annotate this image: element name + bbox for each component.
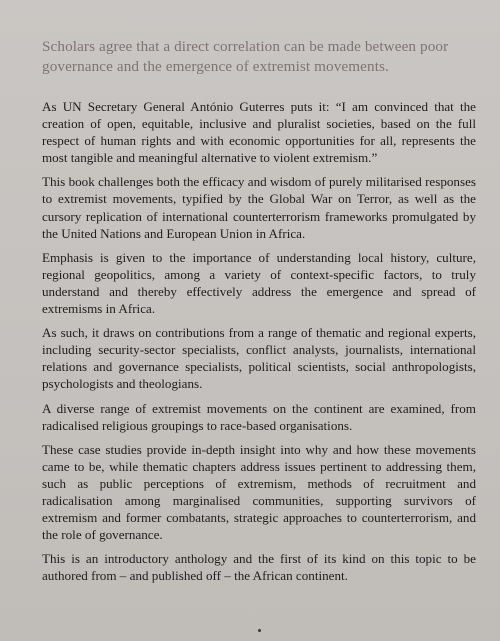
blurb-body	[42, 98, 476, 584]
blurb-paragraph-7: This is an introductory anthology and the first of its kind on this topic to be authored from – and published off – the African continent.	[42, 551, 476, 584]
blurb-paragraph-1: As UN Secretary General António Guterres puts it: “I am convinced that the creation of open, equitable, inclusive and pluralist societies, based on the full respect of human rights and with economic opportunities for all, represents the most tangible and meaningful alternative to violent extremism.”	[42, 99, 476, 166]
pull-quote: Scholars agree that a direct correlation can be made between poor governance and the emergence of extremist movements.	[42, 38, 449, 75]
blurb-paragraph-5: A diverse range of extremist movements on the continent are examined, from radicalised religious groupings to race-based organisations.	[42, 400, 476, 433]
blurb-paragraph-4: As such, it draws on contributions from a range of thematic and regional experts, including security-sector specialists, conflict analysts, journalists, international relations and governance specialists, political scientists, social anthropologists, psychologists and theologians.	[42, 325, 476, 392]
blurb-paragraph-6: These case studies provide in-depth insight into why and how these movements came to be, while thematic chapters address issues pertinent to addressing them, such as public perceptions of extremism, methods of recruitment and radicalisation among marginalised communities, supporting survivors of extremism and former combatants, strategic approaches to counterterrorism, and the role of governance.	[42, 441, 476, 543]
ink-dot	[258, 629, 261, 632]
blurb-paragraph-2: This book challenges both the efficacy and wisdom of purely militarised responses to extremist movements, typified by the Global War on Terror, as well as the cursory replication of international counterterrorism frameworks promulgated by the United Nations and European Union in Africa.	[42, 174, 476, 241]
blurb-paragraph-3: Emphasis is given to the importance of understanding local history, culture, regional geopolitics, among a variety of context-specific factors, to truly understand and thereby effectively address the emergence and spread of extremisms in Africa.	[42, 249, 476, 317]
